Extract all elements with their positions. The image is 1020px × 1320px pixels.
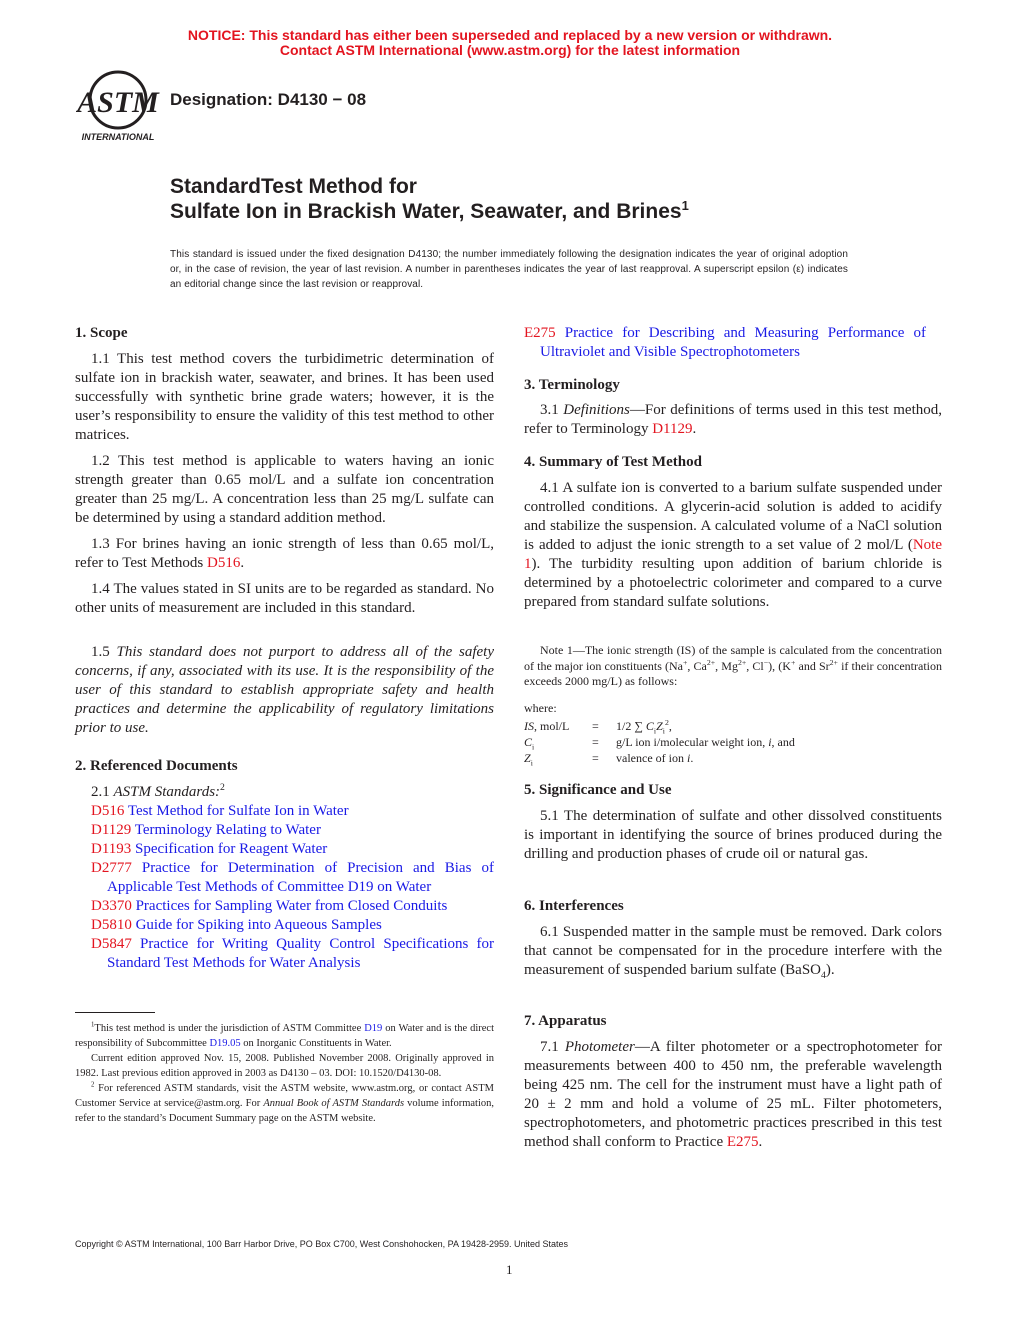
notice-line-2: Contact ASTM International (www.astm.org) for the latest information: [279, 42, 741, 58]
section-3-heading: 3. Terminology: [524, 377, 620, 393]
text: , Cl: [746, 658, 764, 673]
subscript: 4: [821, 970, 826, 981]
text: .: [690, 751, 694, 765]
reference-link[interactable]: D5810: [91, 917, 132, 933]
text: 1.3 For brines having an ionic strength of less than 0.65 mol/L, refer to Test Methods: [75, 536, 494, 571]
equals-sign: =: [592, 719, 599, 733]
subscript: i: [653, 726, 657, 736]
equation-definitions: [524, 718, 795, 766]
italic-text: Definitions: [563, 402, 630, 418]
designation: Designation: D4130 − 08: [170, 90, 367, 109]
text: Note 1—The ionic strength (IS) of the sample is calculated from the concentration of the major ion constituents (Na: [524, 643, 942, 673]
text: —A filter photometer or a spectrophotometer for measurements between 400 to 450 nm, the preferable wavelength being 425 nm. The cell for the instrument must have a light path of 20 ± 2 mm and hold a volume of 25 mL. Filter photometers, spectrophotometers, and photometric practices prescribed in this test method shall conform to Practice: [524, 1039, 942, 1150]
text: , and: [771, 735, 795, 749]
text: 1.1 This test method covers the turbidimetric determination of sulfate ion in brackish water, seawater, and brines. It has been used successfully with synthetic brine grade waters; however, it is the user’s responsibility to ensure the validity of this test method to other matrices.: [75, 351, 494, 443]
italic-text: Z: [656, 719, 663, 733]
reference-item[interactable]: [75, 821, 494, 840]
text: Current edition approved Nov. 15, 2008. Published November 2008. Originally approved in 1982. Last previous edition approved in 2003 as D4130 – 03. DOI: 10.1520/D4130-08.: [75, 1053, 494, 1079]
reference-link-title[interactable]: Practice for Writing Quality Control Specifications for Standard Test Methods for Water Analysis: [107, 936, 494, 971]
footnotes: [75, 1021, 494, 1126]
italic-text: IS: [524, 719, 534, 733]
italic-text: i: [686, 751, 691, 765]
subscript: i: [662, 726, 665, 736]
text: —For definitions of terms used in this test method, refer to Terminology: [524, 402, 942, 437]
reference-link[interactable]: D1129: [652, 421, 693, 437]
section-5-heading: 5. Significance and Use: [524, 782, 672, 798]
reference-item[interactable]: [75, 802, 494, 821]
text: volume information, refer to the standard’s Document Summary page on the ASTM website.: [75, 1098, 494, 1124]
text: 4.1 A sulfate ion is converted to a barium sulfate suspended under controlled conditions. A glycerin-acid solution is added to acidify and stabilize the suspension. A calculated volume of a NaCl solution is added to adjust the ionic strength to a set value of 2 mol/L (: [524, 480, 942, 553]
superscript: 2: [91, 1081, 95, 1089]
text: 5.1 The determination of sulfate and other dissolved constituents is important in identifying the source of brines produced during the drilling and production phases of crude oil or natural gas.: [524, 808, 942, 862]
reference-link-title[interactable]: Guide for Spiking into Aqueous Samples: [131, 917, 382, 933]
italic-text: C: [645, 719, 654, 733]
para-1-4: [75, 580, 494, 618]
astm-logo: [76, 68, 160, 144]
subscript: i: [530, 758, 533, 768]
document-title: [170, 174, 689, 224]
superscript: 2+: [829, 657, 838, 667]
text: ). The turbidity resulting upon addition of barium chloride is determined by a photoelectric colorimeter and compared to a curve prepared from standard sulfate solutions.: [524, 556, 942, 610]
text: , Mg: [715, 658, 738, 673]
footnote-divider: [75, 1012, 155, 1013]
text: on Water and is the direct responsibility of Subcommittee: [75, 1023, 494, 1049]
equation-row: [524, 750, 795, 766]
equation-symbol: [524, 734, 592, 750]
text: .: [240, 555, 245, 571]
superscript: 1: [91, 1021, 95, 1029]
text: 2.1: [91, 784, 114, 800]
equation-definition: [616, 718, 795, 734]
text: This test method is under the jurisdiction of ASTM Committee: [94, 1023, 365, 1034]
equation-symbol: [524, 718, 592, 734]
text: ).: [825, 962, 835, 978]
text: ,: [668, 719, 672, 733]
italic-text: Z: [524, 751, 531, 765]
italic-text: C: [524, 735, 533, 749]
reference-item[interactable]: [75, 859, 494, 897]
superscript: 2+: [706, 657, 716, 667]
reference-link[interactable]: E275: [524, 325, 556, 341]
para-2-1: [75, 783, 494, 802]
note-1: [524, 643, 942, 690]
reference-link-title[interactable]: Test Method for Sulfate Ion in Water: [124, 803, 349, 819]
text: 1.2 This test method is applicable to waters having an ionic strength greater than 0.65 mol/L and a sulfate ion concentration greater than 25 mg/L. A concentration less than 25 mg/L sulfate can be determined by using a standard addition method.: [75, 453, 494, 526]
italic-text: ASTM Standards:: [113, 784, 221, 800]
section-6-heading: 6. Interferences: [524, 898, 624, 914]
equation-row: [524, 718, 795, 734]
text: , mol/L: [534, 719, 570, 733]
italic-text: i: [768, 735, 772, 749]
section-4-heading: 4. Summary of Test Method: [524, 454, 702, 470]
italic-text: This standard does not purport to address all of the safety concerns, if any, associated with its use. It is the responsibility of the user of this standard to establish appropriate safety and health practices and determine the applicability of regulatory limitations prior to use.: [75, 644, 495, 736]
text: and Sr: [795, 658, 830, 673]
reference-link[interactable]: D5847: [91, 936, 132, 952]
svg-text:INTERNATIONAL: INTERNATIONAL: [81, 132, 155, 142]
reference-item[interactable]: [75, 935, 494, 973]
superscript: −: [763, 657, 769, 667]
text: on Inorganic Constituents in Water.: [240, 1038, 392, 1049]
reference-link-title[interactable]: Specification for Reagent Water: [131, 841, 328, 857]
footnote-1: [75, 1021, 494, 1051]
para-1-3: [75, 535, 494, 573]
superscript: +: [683, 657, 688, 667]
equation-definition: [616, 734, 795, 750]
referenced-documents-list: [75, 802, 494, 973]
superscript: 2: [220, 782, 225, 793]
reference-link-title[interactable]: D19: [364, 1023, 383, 1034]
section-1-heading: 1. Scope: [75, 325, 128, 341]
reference-link[interactable]: E275: [726, 1134, 759, 1150]
text: 7.1: [540, 1039, 565, 1055]
para-1-1: [75, 350, 494, 445]
para-7-1: [524, 1038, 942, 1152]
para-3-1: [524, 401, 942, 439]
intro-statement: This standard is issued under the fixed designation D4130; the number immediately following the designation indicates the year of original adoption or, in the case of revision, the year of last revision. A number in parentheses indicates the year of last reapproval. A superscript epsilon (ε) indicates an editorial change since the last revision or reapproval.: [170, 249, 848, 290]
section-2-heading: 2. Referenced Documents: [75, 758, 238, 774]
reference-link-title[interactable]: Terminology Relating to Water: [131, 822, 321, 838]
title-line-2: Sulfate Ion in Brackish Water, Seawater, and Brines: [170, 200, 682, 223]
italic-text: Photometer: [564, 1039, 635, 1055]
page-number: 1: [506, 1262, 513, 1277]
text: ), (K: [768, 658, 791, 673]
reference-e275[interactable]: [508, 324, 926, 362]
reference-item[interactable]: [75, 840, 494, 859]
reference-link[interactable]: Note 1: [524, 537, 942, 572]
text: 1/2 ∑: [616, 719, 646, 733]
subscript: i: [532, 742, 535, 752]
text: 1.4 The values stated in SI units are to be regarded as standard. No other units of measurement are included in this standard.: [75, 581, 494, 616]
para-1-5: [75, 643, 494, 738]
svg-text:ASTM: ASTM: [77, 86, 159, 119]
footnote-1-edition: [75, 1051, 494, 1081]
reference-link[interactable]: D3370: [91, 898, 132, 914]
text: .: [758, 1134, 763, 1150]
equation-row: [524, 734, 795, 750]
superscript: 2+: [737, 657, 747, 667]
title-footnote-ref[interactable]: 1: [681, 198, 689, 213]
para-1-2: [75, 452, 494, 528]
title-line-1: StandardTest Method for: [170, 175, 417, 198]
reference-link-title[interactable]: Practices for Sampling Water from Closed Conduits: [131, 898, 448, 914]
para-6-1: [524, 923, 942, 980]
text: 1.5: [91, 644, 117, 660]
where-label: where:: [524, 701, 557, 715]
reference-link[interactable]: D2777: [91, 860, 132, 876]
text: 3.1: [540, 402, 564, 418]
superscript: 2: [664, 718, 669, 727]
para-5-1: [524, 807, 942, 864]
superscript: +: [790, 657, 796, 667]
italic-text: Annual Book of ASTM Standards: [263, 1098, 405, 1109]
copyright: Copyright © ASTM International, 100 Barr Harbor Drive, PO Box C700, West Conshohocken, PA 19428-2959. United States: [75, 1239, 569, 1249]
text: For referenced ASTM standards, visit the ASTM website, www.astm.org, or contact ASTM Customer Service at service@astm.org. For: [75, 1083, 494, 1109]
footnote-2: [75, 1081, 494, 1126]
equation-definition: [616, 750, 795, 766]
notice-line-1: NOTICE: This standard has either been superseded and replaced by a new version or withdrawn.: [187, 27, 833, 43]
reference-item[interactable]: [75, 897, 494, 916]
text: .: [692, 421, 697, 437]
reference-link-title[interactable]: D19.05: [209, 1038, 241, 1049]
text: , Ca: [687, 658, 707, 673]
reference-link[interactable]: D516: [91, 803, 125, 819]
text: 6.1 Suspended matter in the sample must be removed. Dark colors that cannot be compensated for in the procedure interfere with the measurement of suspended barium sulfate (BaSO: [524, 924, 942, 978]
text: if their concentration exceeds 2000 mg/L) as follows:: [524, 658, 942, 688]
equals-sign: =: [592, 751, 599, 765]
text: valence of ion: [616, 751, 687, 765]
equals-sign: =: [592, 735, 599, 749]
reference-item[interactable]: [75, 916, 494, 935]
reference-link[interactable]: D1193: [91, 841, 132, 857]
reference-link[interactable]: D516: [206, 555, 241, 571]
equation-symbol: [524, 750, 592, 766]
reference-link-title[interactable]: Practice for Determination of Precision and Bias of Applicable Test Methods of Committee D19 on Water: [107, 860, 494, 895]
reference-link[interactable]: D1129: [91, 822, 132, 838]
para-4-1: [524, 479, 942, 612]
text: g/L ion i/molecular weight ion,: [616, 735, 769, 749]
reference-link-title[interactable]: Practice for Describing and Measuring Performance of Ultraviolet and Visible Spectrophotometers: [540, 325, 926, 360]
section-7-heading: 7. Apparatus: [524, 1013, 607, 1029]
